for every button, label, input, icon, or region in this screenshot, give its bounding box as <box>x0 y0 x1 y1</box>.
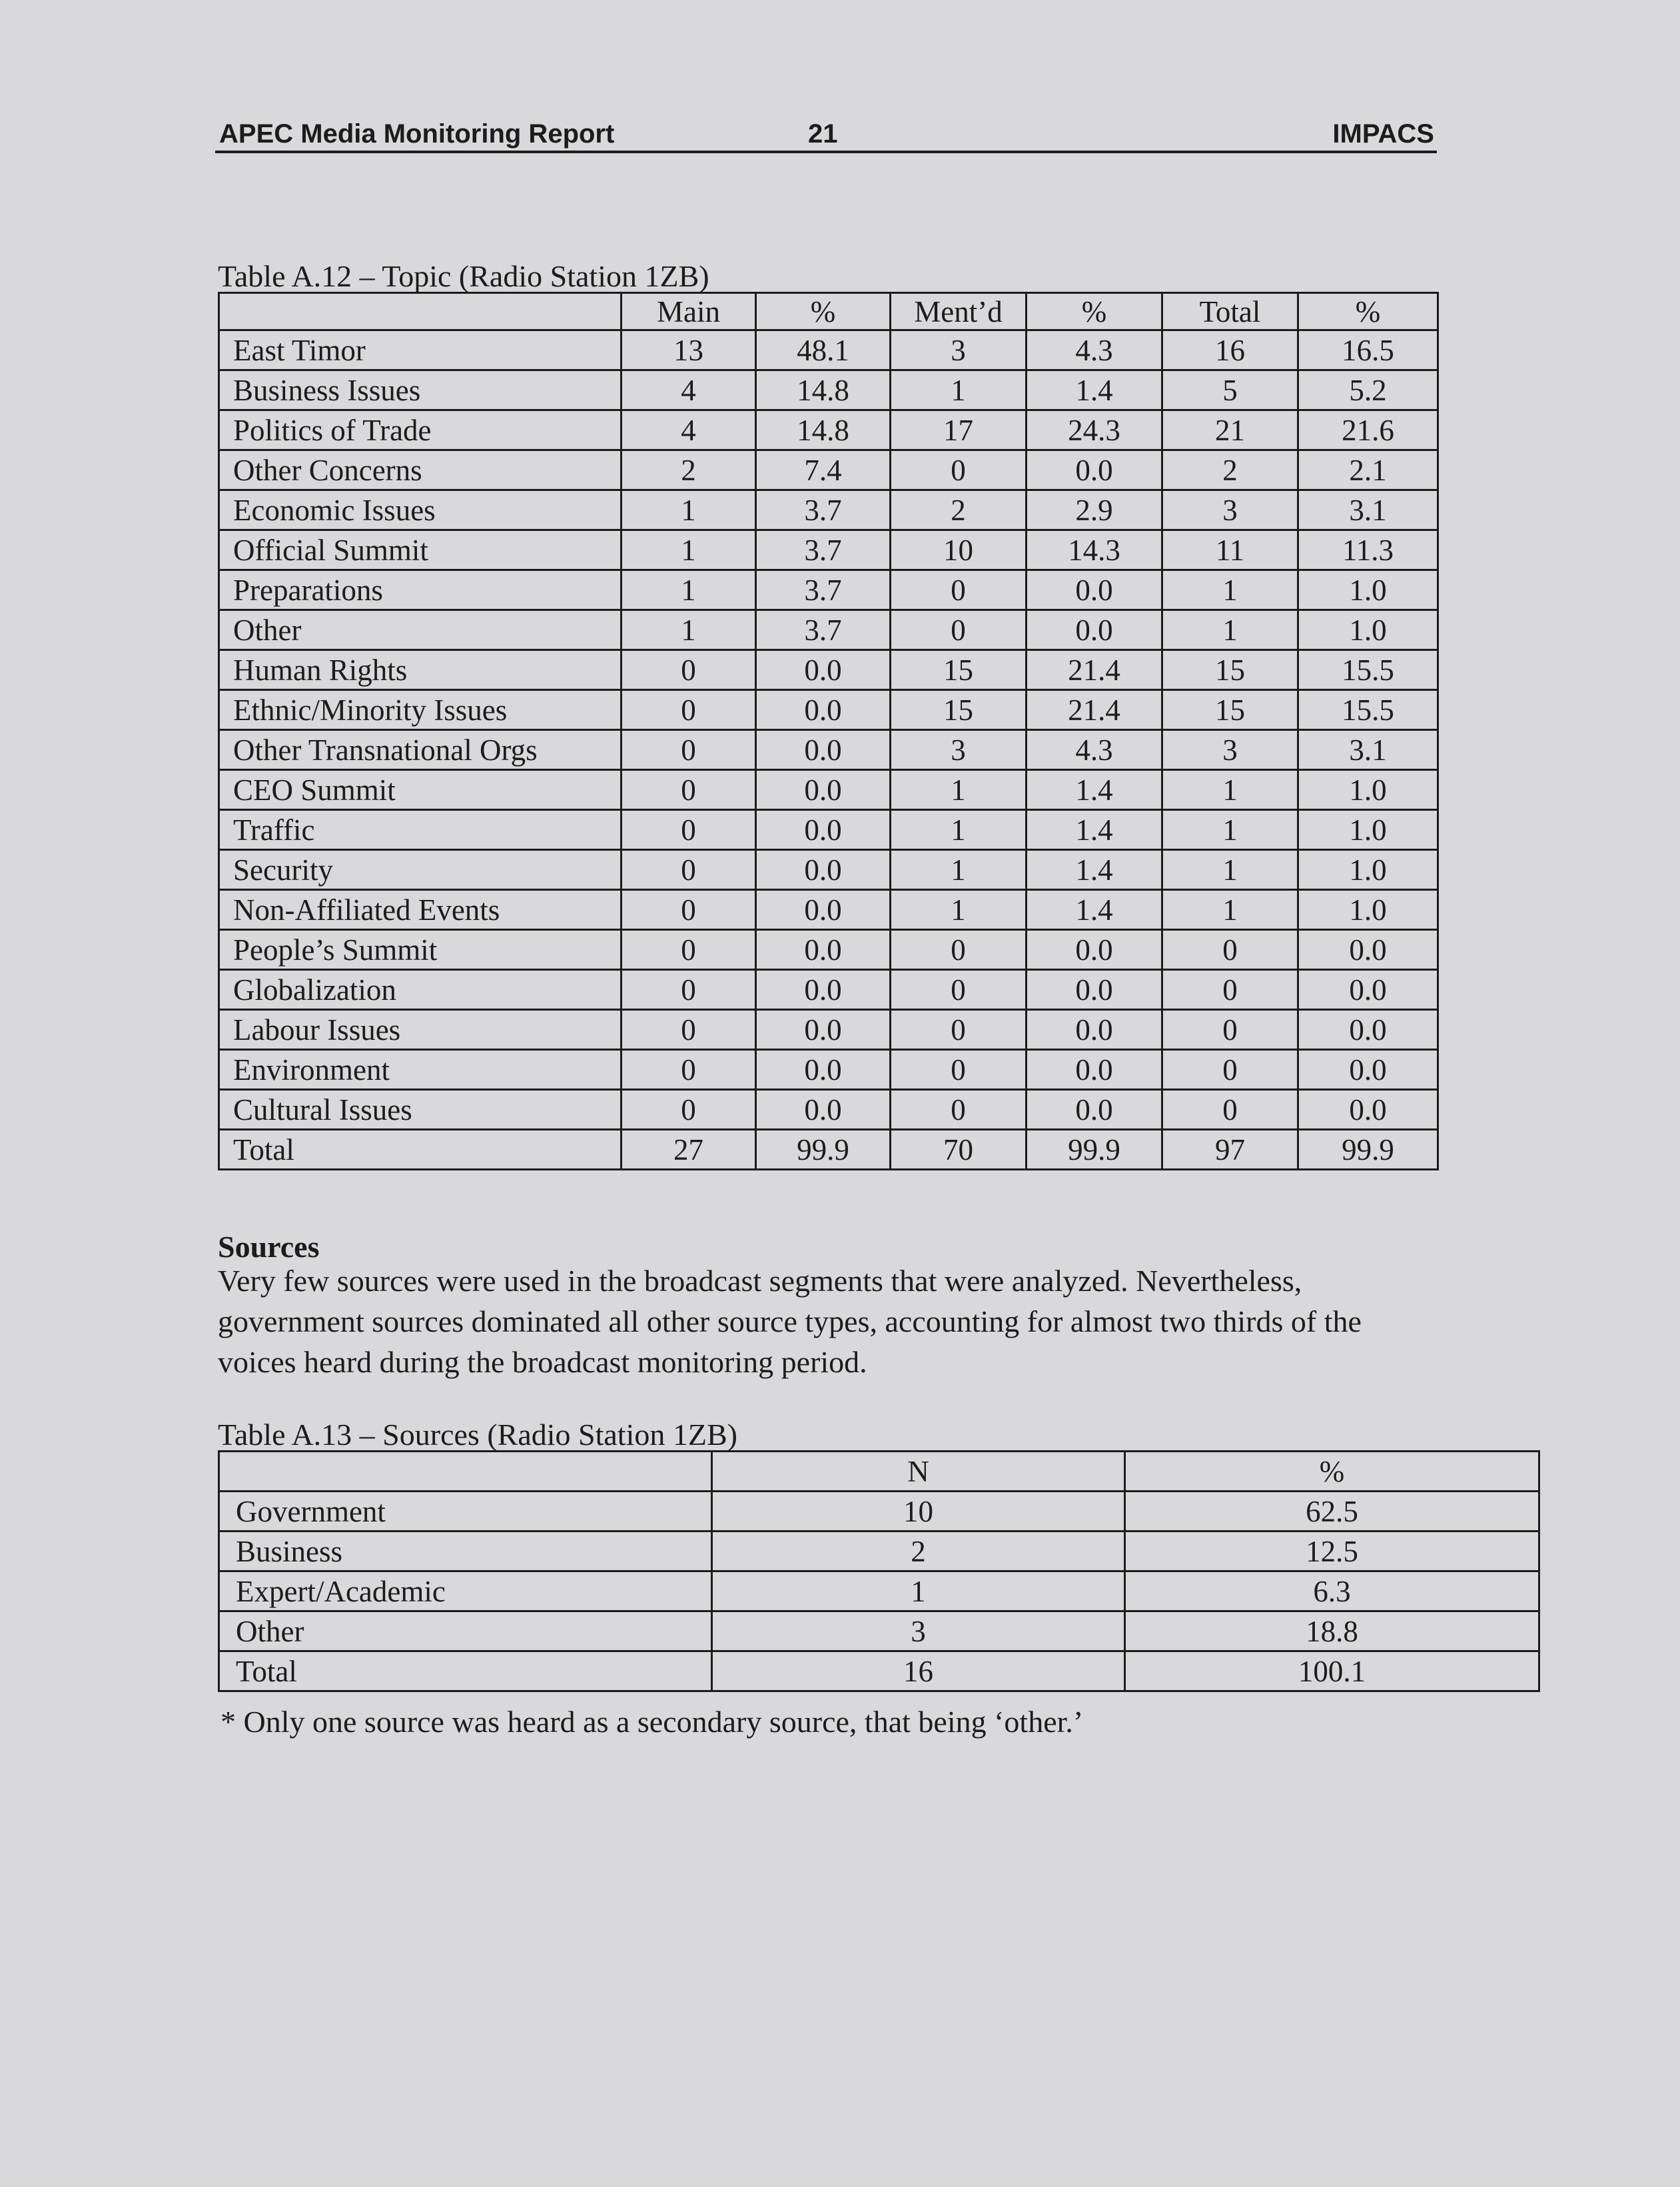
value-cell: 0 <box>1162 1010 1298 1050</box>
value-cell: 0.0 <box>756 930 891 970</box>
value-cell: 15 <box>891 650 1027 690</box>
table-header-row <box>219 1452 1539 1492</box>
topic-table <box>218 292 1439 1170</box>
table-row <box>219 370 1438 410</box>
value-cell: 13 <box>622 330 756 370</box>
value-cell: 21.4 <box>1027 690 1162 730</box>
value-cell: 3.7 <box>756 570 891 610</box>
value-cell: 3 <box>891 330 1027 370</box>
value-cell: 14.8 <box>756 370 891 410</box>
table-row <box>219 490 1438 530</box>
header-cell-mentioned-pct: % <box>1027 293 1162 330</box>
row-label-cell: CEO Summit <box>219 770 622 810</box>
value-cell: 3 <box>1162 730 1298 770</box>
value-cell: 3.7 <box>756 530 891 570</box>
value-cell: 0 <box>891 450 1027 490</box>
value-cell: 1 <box>1162 770 1298 810</box>
row-label-cell: Politics of Trade <box>219 410 622 450</box>
table-row <box>219 410 1438 450</box>
row-label-cell: Official Summit <box>219 530 622 570</box>
value-cell: 12.5 <box>1125 1531 1539 1571</box>
table-row <box>219 330 1438 370</box>
row-label-cell: Globalization <box>219 970 622 1010</box>
value-cell: 11.3 <box>1298 530 1438 570</box>
value-cell: 2.1 <box>1298 450 1438 490</box>
value-cell: 0 <box>1162 970 1298 1010</box>
value-cell: 1.4 <box>1027 810 1162 850</box>
header-cell-total: Total <box>1162 293 1298 330</box>
header-cell-source <box>219 1452 712 1492</box>
table-row <box>219 690 1438 730</box>
value-cell: 0.0 <box>1027 930 1162 970</box>
table-header-row <box>219 293 1438 330</box>
value-cell: 1 <box>622 570 756 610</box>
value-cell: 18.8 <box>1125 1611 1539 1651</box>
header-cell-total-pct: % <box>1298 293 1438 330</box>
value-cell: 0.0 <box>1027 1050 1162 1090</box>
row-label-cell: Preparations <box>219 570 622 610</box>
value-cell: 0.0 <box>756 970 891 1010</box>
value-cell: 16 <box>712 1651 1125 1691</box>
value-cell: 0.0 <box>1298 1090 1438 1130</box>
value-cell: 0 <box>1162 930 1298 970</box>
value-cell: 1 <box>622 610 756 650</box>
value-cell: 1.4 <box>1027 770 1162 810</box>
value-cell: 5.2 <box>1298 370 1438 410</box>
value-cell: 0.0 <box>1027 450 1162 490</box>
value-cell: 0 <box>891 970 1027 1010</box>
value-cell: 0.0 <box>756 730 891 770</box>
value-cell: 3.7 <box>756 610 891 650</box>
value-cell: 1 <box>891 370 1027 410</box>
value-cell: 4 <box>622 370 756 410</box>
value-cell: 0.0 <box>1027 1010 1162 1050</box>
table-row <box>219 1010 1438 1050</box>
value-cell: 7.4 <box>756 450 891 490</box>
row-label-cell: Security <box>219 850 622 890</box>
value-cell: 6.3 <box>1125 1571 1539 1611</box>
value-cell: 0.0 <box>1298 1050 1438 1090</box>
value-cell: 11 <box>1162 530 1298 570</box>
value-cell: 5 <box>1162 370 1298 410</box>
value-cell: 1.4 <box>1027 370 1162 410</box>
value-cell: 0.0 <box>756 810 891 850</box>
header-cell-topic <box>219 293 622 330</box>
value-cell: 1 <box>891 890 1027 930</box>
value-cell: 17 <box>891 410 1027 450</box>
row-label-cell: Cultural Issues <box>219 1090 622 1130</box>
value-cell: 0.0 <box>756 1010 891 1050</box>
table-a12-caption: Table A.12 – Topic (Radio Station 1ZB) <box>218 259 709 293</box>
sources-table-body <box>219 1492 1539 1691</box>
value-cell: 2 <box>622 450 756 490</box>
table-row <box>219 1050 1438 1090</box>
value-cell: 1.0 <box>1298 810 1438 850</box>
value-cell: 0.0 <box>756 650 891 690</box>
value-cell: 0 <box>891 930 1027 970</box>
row-label-cell: Ethnic/Minority Issues <box>219 690 622 730</box>
value-cell: 1 <box>891 850 1027 890</box>
row-label-cell: Business <box>219 1531 712 1571</box>
value-cell: 0 <box>622 730 756 770</box>
table-row <box>219 450 1438 490</box>
value-cell: 15.5 <box>1298 650 1438 690</box>
value-cell: 3 <box>891 730 1027 770</box>
value-cell: 1 <box>622 530 756 570</box>
row-label-cell: Economic Issues <box>219 490 622 530</box>
value-cell: 0 <box>622 850 756 890</box>
value-cell: 1 <box>1162 890 1298 930</box>
table-row <box>219 890 1438 930</box>
row-label-cell: Total <box>219 1651 712 1691</box>
sources-table <box>218 1450 1540 1692</box>
value-cell: 15 <box>891 690 1027 730</box>
table-row <box>219 530 1438 570</box>
value-cell: 0 <box>891 610 1027 650</box>
value-cell: 1 <box>1162 810 1298 850</box>
table-row <box>219 970 1438 1010</box>
value-cell: 0 <box>622 810 756 850</box>
table-row <box>219 1531 1539 1571</box>
table-a13-caption: Table A.13 – Sources (Radio Station 1ZB) <box>218 1418 737 1452</box>
value-cell: 99.9 <box>756 1130 891 1170</box>
value-cell: 1.0 <box>1298 610 1438 650</box>
value-cell: 0.0 <box>1027 1090 1162 1130</box>
value-cell: 48.1 <box>756 330 891 370</box>
value-cell: 0 <box>622 1050 756 1090</box>
value-cell: 0.0 <box>1298 930 1438 970</box>
value-cell: 2.9 <box>1027 490 1162 530</box>
value-cell: 4 <box>622 410 756 450</box>
table-row <box>219 1571 1539 1611</box>
value-cell: 1.0 <box>1298 890 1438 930</box>
value-cell: 0.0 <box>756 770 891 810</box>
value-cell: 3.1 <box>1298 490 1438 530</box>
value-cell: 0 <box>891 1090 1027 1130</box>
value-cell: 0 <box>622 970 756 1010</box>
row-label-cell: Traffic <box>219 810 622 850</box>
row-label-cell: Total <box>219 1130 622 1170</box>
row-label-cell: Other <box>219 1611 712 1651</box>
value-cell: 1.0 <box>1298 850 1438 890</box>
row-label-cell: People’s Summit <box>219 930 622 970</box>
row-label-cell: Government <box>219 1492 712 1531</box>
value-cell: 0 <box>622 1090 756 1130</box>
row-label-cell: Business Issues <box>219 370 622 410</box>
value-cell: 0 <box>622 650 756 690</box>
value-cell: 1 <box>891 770 1027 810</box>
value-cell: 1 <box>1162 570 1298 610</box>
table-row <box>219 930 1438 970</box>
row-label-cell: Labour Issues <box>219 1010 622 1050</box>
table-row <box>219 1492 1539 1531</box>
value-cell: 24.3 <box>1027 410 1162 450</box>
value-cell: 14.8 <box>756 410 891 450</box>
value-cell: 21.4 <box>1027 650 1162 690</box>
value-cell: 16.5 <box>1298 330 1438 370</box>
table-row <box>219 1090 1438 1130</box>
value-cell: 0.0 <box>1027 570 1162 610</box>
value-cell: 4.3 <box>1027 730 1162 770</box>
value-cell: 1 <box>1162 850 1298 890</box>
value-cell: 1 <box>891 810 1027 850</box>
value-cell: 0 <box>622 890 756 930</box>
row-label-cell: Other <box>219 610 622 650</box>
table-row <box>219 1651 1539 1691</box>
row-label-cell: Expert/Academic <box>219 1571 712 1611</box>
value-cell: 10 <box>712 1492 1125 1531</box>
value-cell: 1.0 <box>1298 570 1438 610</box>
sources-heading: Sources <box>218 1230 320 1264</box>
value-cell: 0 <box>891 570 1027 610</box>
value-cell: 97 <box>1162 1130 1298 1170</box>
topic-table-body <box>219 330 1438 1170</box>
value-cell: 100.1 <box>1125 1651 1539 1691</box>
value-cell: 0.0 <box>1027 970 1162 1010</box>
value-cell: 2 <box>712 1531 1125 1571</box>
value-cell: 99.9 <box>1027 1130 1162 1170</box>
value-cell: 0 <box>891 1010 1027 1050</box>
sources-paragraph: Very few sources were used in the broadcast segments that were analyzed. Nevertheless, government sources dominated all other source types, accounting for almost two thirds of the voices heard during the broadcast monitoring period. <box>218 1264 1362 1379</box>
sources-footnote: * Only one source was heard as a secondary source, that being ‘other.’ <box>220 1705 1084 1739</box>
table-row <box>219 570 1438 610</box>
table-row <box>219 810 1438 850</box>
header-cell-pct: % <box>1125 1452 1539 1492</box>
value-cell: 0.0 <box>756 850 891 890</box>
value-cell: 0 <box>891 1050 1027 1090</box>
value-cell: 1.4 <box>1027 890 1162 930</box>
value-cell: 1.0 <box>1298 770 1438 810</box>
value-cell: 1 <box>1162 610 1298 650</box>
value-cell: 0.0 <box>1298 1010 1438 1050</box>
header-cell-main-pct: % <box>756 293 891 330</box>
value-cell: 0.0 <box>756 890 891 930</box>
table-row <box>219 730 1438 770</box>
value-cell: 0.0 <box>1298 970 1438 1010</box>
organization-name: IMPACS <box>1332 119 1434 149</box>
table-row <box>219 770 1438 810</box>
table-row <box>219 1130 1438 1170</box>
header-cell-main: Main <box>622 293 756 330</box>
value-cell: 2 <box>891 490 1027 530</box>
row-label-cell: East Timor <box>219 330 622 370</box>
value-cell: 99.9 <box>1298 1130 1438 1170</box>
row-label-cell: Other Concerns <box>219 450 622 490</box>
value-cell: 15.5 <box>1298 690 1438 730</box>
value-cell: 21 <box>1162 410 1298 450</box>
value-cell: 0 <box>1162 1090 1298 1130</box>
table-row <box>219 650 1438 690</box>
value-cell: 0.0 <box>756 690 891 730</box>
header-cell-mentioned: Ment’d <box>891 293 1027 330</box>
value-cell: 2 <box>1162 450 1298 490</box>
value-cell: 1 <box>712 1571 1125 1611</box>
header-cell-n: N <box>712 1452 1125 1492</box>
value-cell: 3 <box>712 1611 1125 1651</box>
value-cell: 70 <box>891 1130 1027 1170</box>
report-title: APEC Media Monitoring Report <box>219 119 615 149</box>
value-cell: 0 <box>622 690 756 730</box>
value-cell: 21.6 <box>1298 410 1438 450</box>
value-cell: 0 <box>622 770 756 810</box>
value-cell: 0 <box>1162 1050 1298 1090</box>
row-label-cell: Environment <box>219 1050 622 1090</box>
value-cell: 1 <box>622 490 756 530</box>
value-cell: 14.3 <box>1027 530 1162 570</box>
value-cell: 15 <box>1162 650 1298 690</box>
value-cell: 15 <box>1162 690 1298 730</box>
page-number: 21 <box>808 119 838 149</box>
value-cell: 0 <box>622 1010 756 1050</box>
page-header <box>215 115 1437 153</box>
value-cell: 0.0 <box>756 1050 891 1090</box>
table-row <box>219 610 1438 650</box>
value-cell: 0.0 <box>756 1090 891 1130</box>
value-cell: 3.7 <box>756 490 891 530</box>
value-cell: 1.4 <box>1027 850 1162 890</box>
value-cell: 62.5 <box>1125 1492 1539 1531</box>
table-row <box>219 850 1438 890</box>
value-cell: 10 <box>891 530 1027 570</box>
row-label-cell: Other Transnational Orgs <box>219 730 622 770</box>
row-label-cell: Non-Affiliated Events <box>219 890 622 930</box>
value-cell: 0 <box>622 930 756 970</box>
value-cell: 4.3 <box>1027 330 1162 370</box>
row-label-cell: Human Rights <box>219 650 622 690</box>
table-row <box>219 1611 1539 1651</box>
value-cell: 16 <box>1162 330 1298 370</box>
value-cell: 27 <box>622 1130 756 1170</box>
value-cell: 3.1 <box>1298 730 1438 770</box>
value-cell: 0.0 <box>1027 610 1162 650</box>
value-cell: 3 <box>1162 490 1298 530</box>
